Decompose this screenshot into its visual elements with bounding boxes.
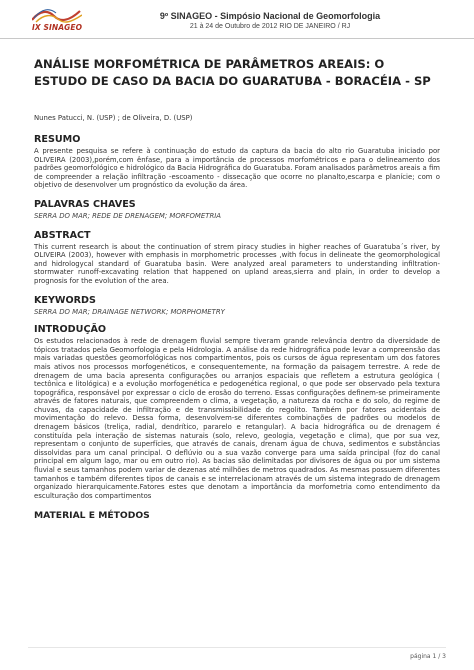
paper-authors: Nunes Patucci, N. (USP) ; de Oliveira, D. (USP)	[34, 114, 193, 122]
introducao-heading: INTRODUÇÃO	[34, 324, 107, 336]
footer-divider	[28, 647, 446, 648]
introducao-text: Os estudos relacionados à rede de drenagem fluvial sempre tiveram grande relevância dentro da diversidade de tópicos tratados pela Geomorfologia e pela Hidrologia. A análise da rede hidrográfica pode levar a compreensão das mais variadas questões geomorfológicas nos compartimentos, pois os cursos de água representam um dos fatores mais ativos nos processos morfogenéticos, e consequentemente, na formação da paisagem terrestre. A rede de drenagem de uma bacia apresenta configurações ou arranjos espaciais que refletem a estrutura geológica ( tectônica e litológica) e a evolução morfogenética e pedogenética regional, o que pode ser observado pela textura topográfica, responsável por expressar o ciclo de erosão do terreno. Essas configurações definem-se primeiramente através de fatores naturais, que compreendem o clima, a vegetação, a natureza da rocha e do solo, do regime de chuvas, da capacidade de infiltração e de transmissibilidade do regolito. Também por fatores acidentais de movimentação do relevo. Dessa forma, desenvolvem-se diferentes combinações de padrões ou modelos de drenagem básicos (treliça, radial, dendrítico, pararelo e retangular). A bacia hidrográfica ou de drenagem é constituída pela interação de sistemas naturais (solo, relevo, geologia, vegetação e clima), que por sua vez, representam o conjunto de superfícies, que através de canais, drenam água de chuva, sedimentos e substâncias dissolvidas para um canal principal. O deflúvio ou a sua vazão converge para uma saída principal (foz do canal principal em algum lago, mar ou em outro rio). As bacias são delimitadas por divisores de água ou por um sistema fluvial e seus tamanhos podem variar de dezenas até milhões de metros quadrados. As mesmas possuem diferentes tamanhos e também diferentes tipos de canais e se interrelacionam através de um sistema integrado de drenagem organizado hierarquicamente.Fatores estes que denotam a importância da morfometria como entendimento da esculturação dos compartimentos	[34, 337, 440, 500]
abstract-text: This current research is about the continuation of strem piracy studies in higher reaches of Guaratuba´s river, by OLIVEIRA (2003), however with emphasis in morphometric processes ,with focus in delineate the geomorphological and hidrologycal standard of Guaratuba basin. Were analyzed areal parameters to understanding infiltration-stormwater runoff-excavating relation that happened on upland areas,sierra and plain, in order to develop a prognosis for the evolution of the area.	[34, 242, 440, 285]
abstract-heading: ABSTRACT	[34, 229, 91, 241]
conference-subtitle: 21 à 24 de Outubro de 2012 RIO DE JANEIRO / RJ	[189, 23, 351, 30]
paper-title: ANÁLISE MORFOMÉTRICA DE PARÂMETROS AREAIS: O ESTUDO DE CASO DA BACIA DO GUARATUBA - BORACÉIA - SP	[34, 57, 431, 88]
palavras-chaves-heading: PALAVRAS CHAVES	[34, 198, 136, 210]
page-number: página 1 / 3	[410, 653, 446, 660]
paper-body	[34, 56, 440, 522]
page-header	[0, 0, 474, 40]
keywords-heading: KEYWORDS	[34, 294, 96, 306]
sinageo-logo	[30, 6, 90, 36]
palavras-chaves-text: SERRA DO MAR; REDE DE DRENAGEM; MORFOMETRIA	[34, 211, 221, 220]
wave-logo-icon	[32, 8, 82, 23]
resumo-heading: RESUMO	[34, 134, 81, 145]
resumo-text: A presente pesquisa se refere à continuação do estudo da captura da bacia do alto rio Guaratuba iniciado por OLIVEIRA (2003),porém,com ênfase, para a importância de processos morfométricos e para o delineamento dos padrões geomorfológico e hidrológico da Bacia Hidrográfica do Guaratuba. Foram analisados parâmetros areais a fim de compreender a relação infiltração -escoamento - dissecação que ocorre no planalto,escarpa e planície; com o objetivo de desenvolver um prognóstico da evolução da área.	[34, 147, 440, 190]
keywords-text: SERRA DO MAR; DRAINAGE NETWORK; MORPHOMETRY	[34, 307, 225, 316]
conference-title: 9º SINAGEO - Simpósio Nacional de Geomorfologia	[159, 11, 381, 21]
logo-text: IX SINAGEO	[32, 23, 83, 32]
header-divider	[0, 38, 474, 39]
material-metodos-heading: MATERIAL E MÉTODOS	[34, 510, 150, 522]
